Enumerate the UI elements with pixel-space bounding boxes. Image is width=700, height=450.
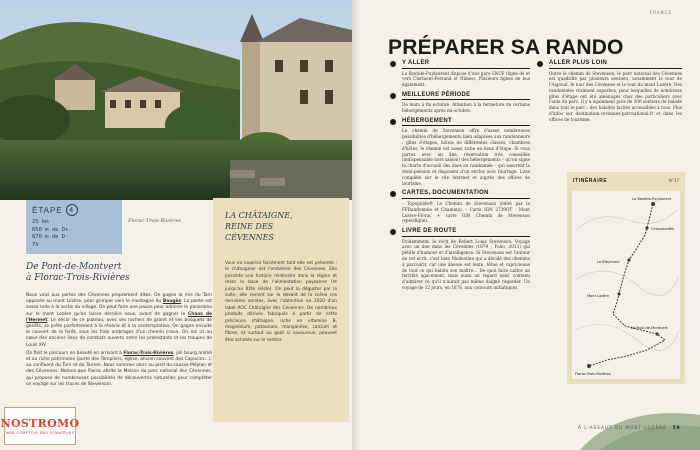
bullet-icon bbox=[390, 229, 396, 235]
village-photo bbox=[0, 0, 352, 200]
nostromo-logo bbox=[0, 407, 80, 445]
info-item-period: MEILLEURE PÉRIODE De mars à fin octobre. Attention à la fermeture de certains hébergements après mi-octobre. bbox=[390, 92, 530, 114]
map-reference: N°17 bbox=[668, 178, 679, 183]
info-item-access: Y ALLER La Bastide-Puylaurent dispose d'une gare SNCF (ligne de et vers Clermont-Ferrand et Nîmes). Plusieurs lignes de bus également. bbox=[390, 60, 530, 88]
logo-tagline: WEB COMPTOIR DES VOYAGEURS bbox=[5, 431, 75, 435]
bullet-icon bbox=[390, 191, 396, 197]
route-title-line2: à Florac-Trois-Rivières bbox=[26, 273, 130, 283]
bullet-icon bbox=[390, 61, 396, 67]
bullet-icon bbox=[537, 61, 543, 67]
info-item-maps: CARTES, DOCUMENTATION - Topoguide® Le Chemin de Stevenson (édité par la FFRandonnée et Chamina). - Carte IGN 2739OT - Mont Lozère-Florac + carte IGN Chemin de Stevenson (spécifique). bbox=[390, 190, 530, 224]
etape-title bbox=[32, 204, 116, 216]
etape-descent: 870 m de D- bbox=[32, 234, 69, 240]
footer-text: À L'ASSAUT DU MONT LOZÈRE bbox=[578, 425, 667, 430]
route-title bbox=[26, 262, 206, 284]
map-place-5: Le Pont-de-Montvert bbox=[631, 326, 668, 330]
etape-label: ÉTAPE bbox=[32, 205, 63, 215]
map-title: ITINÉRAIRE bbox=[573, 178, 608, 184]
logo-name: NOSTROMO bbox=[0, 417, 80, 430]
map-place-3: Le Bleymard bbox=[597, 260, 620, 264]
route-paragraph-1: Nous voici aux portes des Cévennes proprement dites. On gagne la rive du Tarn opposée au mont Lozère, pour grimper vers le montagne du Bougès. La pente est assez rude à la sortie du village. On peut faire une pause pour admirer le panorama sur le mont Lozère qu'on laisse derrière nous, avant de gagner le Chaos de l'Hermet. Le décor de ce plateau, avec ses rochers de granit et ses bosquets de genêts, se prête parfaitement à la rêverie et à la contemplation. On gagne ensuite le couvert de la forêt, sous les frais ombrages d'un chemin creux. On est ici au cœur des anciens lieux de combats ouverts entre les protestants et les troupes de Louis XIV. bbox=[26, 293, 213, 348]
sidebar-text: Vous en loueriez forcément tant elle est présente : le châtaignier est l'emblème des Cévennes. Elle possède une histoire millénaire dans la région et reste la base de l'alimentation paysanne (et jusqu'au XIXe siècle). On peut la déguster par la suite, elle revient sur le devant de la scène ces dernières années, avec l'obtention en 2020 d'un label AOC Châtaigne des Cévennes. De nombreux produits dérivés fabriqués à partir de cette précieuse châtaigne, riche en vitamine B, magnésium, potassium, manganèse, calcium et fibres, et surtout au goût si savoureux, peuvent être achetés sur le sentier. bbox=[225, 261, 337, 343]
chataigne-sidebar bbox=[213, 198, 349, 422]
green-corner-decoration bbox=[560, 395, 700, 450]
info-item-further: ALLER PLUS LOIN Outre le chemin de Stevenson, le parc national des Cévennes est quadrillé par plusieurs sentiers, notamment le tour de l'Aigoual, le tour des Cévennes et le tour du mont Lozère. Des randonnées vraiment superbes, pour lesquelles de nombreux gîtes d'étape ont été aménagés chez des particuliers avec l'aide du parc. Il y a également près de 300 sentiers de balade dans tout le parc : des balades faciles accessibles à tous. Plus d'infos sur destination.cevennes-parcnational.fr et dans les offices de tourisme. bbox=[537, 60, 682, 123]
map-place-6: Florac-Trois-Rivières bbox=[575, 372, 611, 376]
florac-link[interactable]: Florac-Trois-Rivières bbox=[123, 350, 174, 356]
info-column-left bbox=[390, 60, 530, 295]
map-place-2: Chasseradès bbox=[651, 227, 674, 231]
main-title: PRÉPARER SA RANDO bbox=[388, 36, 624, 59]
chaos-hermet-link[interactable]: Chaos de l'Hermet bbox=[26, 311, 212, 323]
info-item-lodging: HÉBERGEMENT Le chemin de Stevenson offre d'assez nombreuses possibilités d'hébergements bien adaptées aux randonneurs : gîtes d'étapes, hôtels de différentes classes, chambres d'hôtes, le chemin est assez riche en lieux d'étape. Si vous partez avec un âne, réservation très conseillée (indispensable hors saison) des hébergements – qu'on signe la charte d'accueil des ânes en randonnée – qui assurent la demi-pension et disposent d'un enclos avec fourrage. Liste complète sur le site internet et auprès des offices de tourisme. bbox=[390, 118, 530, 186]
route-paragraph-2: On finit le parcours en beauté en arrivant à Florac-Trois-Rivières, joli bourg animé et au riche patrimoine (porte des Templiers, église, ancien couvent des Capucins...), au confluent du Tarn et du Tarnon. Nous sommes alors au pied du causse Méjean et des Cévennes. Notons que Florac abrite la Maison du parc national des Cévennes, qui propose de nombreuses possibilités de découvertes naturelles pour compléter ce voyage sur les traces de Stevenson. bbox=[26, 350, 213, 387]
page-footer bbox=[578, 425, 681, 430]
sidebar-title: LA CHÂTAIGNE, REINE DES CÉVENNES bbox=[225, 211, 293, 242]
bouges-link[interactable]: Bougès bbox=[162, 299, 182, 305]
section-tag: FRANCE bbox=[650, 10, 672, 15]
etape-distance: 25 km bbox=[32, 219, 49, 225]
page-fold bbox=[352, 0, 360, 450]
map-place-1: La Bastide-Puylaurent bbox=[632, 197, 672, 201]
etape-duration: 7h bbox=[32, 241, 39, 248]
route-description bbox=[26, 293, 212, 390]
photo-caption: Florac-Trois-Rivières bbox=[128, 218, 182, 224]
etape-ascent: 650 m de D+ bbox=[32, 226, 69, 233]
etape-number: 4 bbox=[66, 204, 78, 216]
map-place-4: Mont Lozère bbox=[587, 294, 609, 298]
itinerary-map bbox=[567, 172, 685, 384]
etape-box bbox=[26, 200, 122, 254]
route-title-line1: De Pont-de-Montvert bbox=[26, 262, 122, 272]
bullet-icon bbox=[390, 93, 396, 99]
info-item-book: LIVRE DE ROUTE Évidemment, le récit de Robert Louis Stevenson, Voyage avec un âne dans les Cévennes (1879 ; Folio, 2013) qui pétille d'humour et d'intelligence. Si Stevenson est l'auteur de cet écrit, c'est bien Modestine qui a décidé des chemins à parcourir, car une ânesse est lente, têtue et capricieuse de tout ce qui habite son maître… De quoi faire naître un terrible agacement, mais aussi un regard neuf, contenu d'admirer ce qu'il n'aurait pas même daigné regarder. Un voyage de 12 jours, en 1878, aux contours initiatiques. bbox=[390, 228, 530, 291]
page-number: 59 bbox=[672, 425, 681, 430]
bullet-icon bbox=[390, 119, 396, 125]
info-column-right bbox=[537, 60, 682, 127]
etape-stats bbox=[32, 219, 116, 249]
